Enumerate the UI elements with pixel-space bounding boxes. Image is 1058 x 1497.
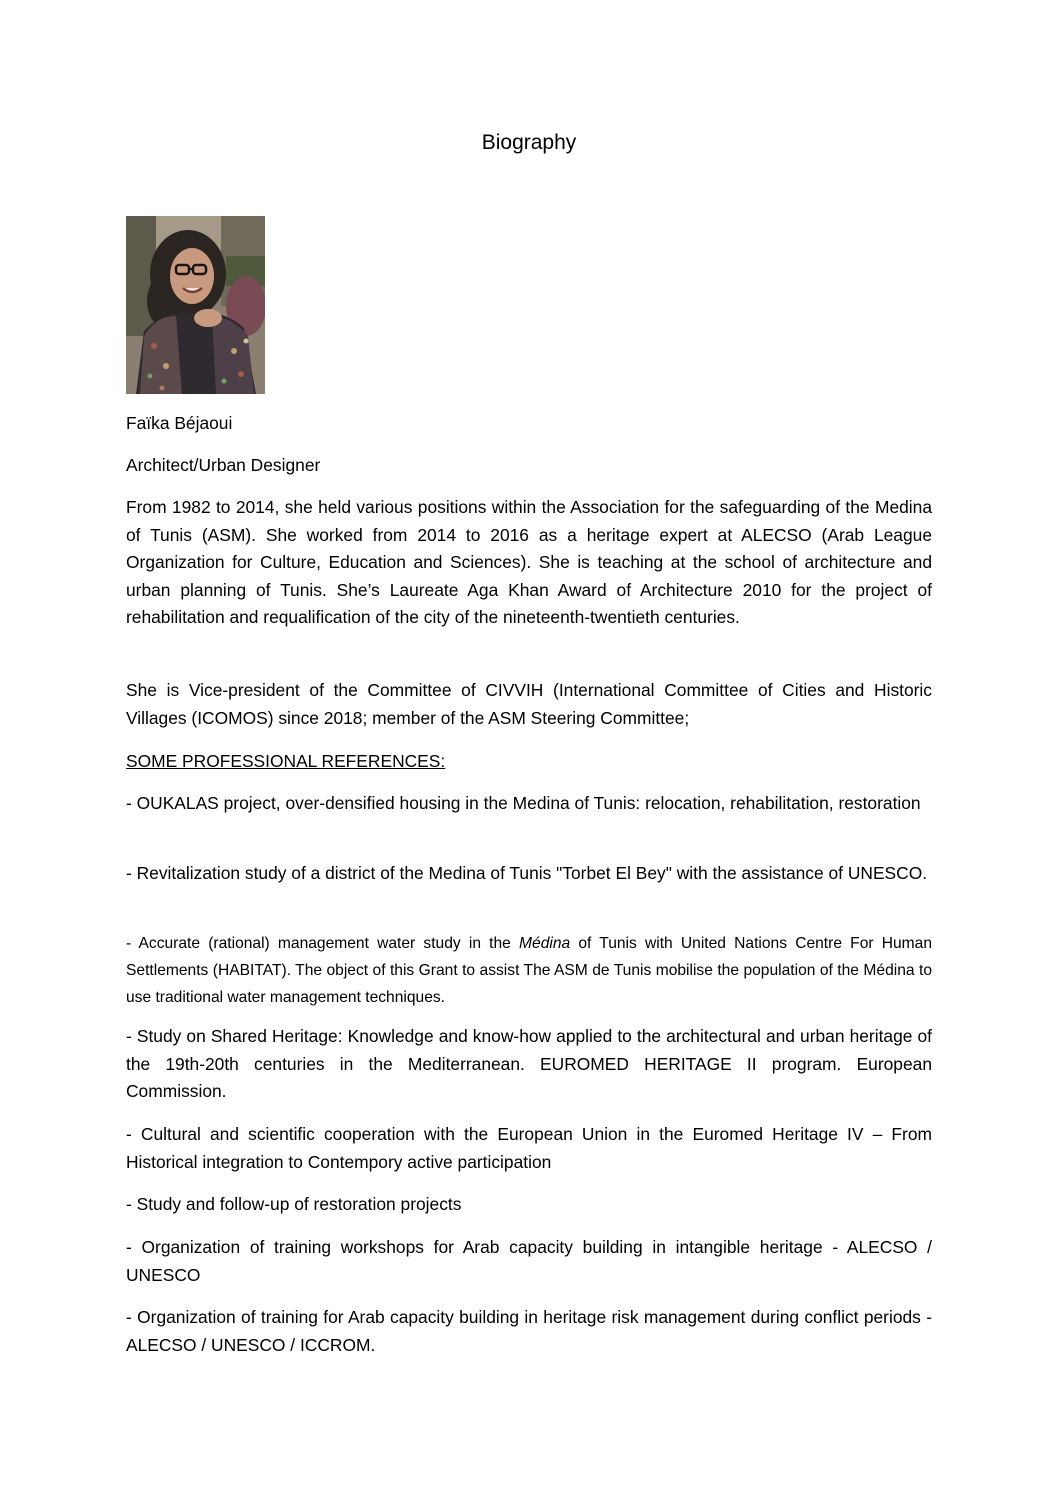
reference-item-text: - Accurate (rational) management water study in the	[126, 935, 520, 952]
reference-item: - Organization of training workshops for Arab capacity building in intangible heritage - ALECSO / UNESCO	[126, 1237, 932, 1285]
page-title: Biography	[481, 131, 577, 154]
portrait-photo	[126, 216, 265, 394]
portrait-image	[126, 216, 265, 394]
person-name: Faïka Béjaoui	[126, 413, 233, 433]
references-heading: SOME PROFESSIONAL REFERENCES:	[126, 751, 446, 771]
reference-item-italic: Médina	[519, 935, 571, 952]
bio-paragraph-1: From 1982 to 2014, she held various positions within the Association for the safeguarding of the Medina of Tunis (ASM). She worked from 2014 to 2016 as a heritage expert at ALECSO (Arab League Organization for Culture, Education and Sciences). She is teaching at the school of architecture and urban planning of Tunis. She’s Laureate Aga Khan Award of Architecture 2010 for the project of rehabilitation and requalification of the city of the nineteenth-twentieth centuries.	[126, 497, 932, 627]
reference-item: - Revitalization study of a district of the Medina of Tunis "Torbet El Bey" with the assistance of UNESCO.	[126, 863, 928, 883]
reference-item: - Study and follow-up of restoration projects	[126, 1194, 462, 1214]
reference-item: - OUKALAS project, over-densified housing in the Medina of Tunis: relocation, rehabilitation, restoration	[126, 793, 921, 813]
reference-item-text: of Tunis with United Nations Centre For Human Settlements (HABITAT). The object of this Grant to assist The ASM de Tunis mobilise the population of the Médina to use traditional water management techniques.	[126, 935, 932, 1006]
reference-item: - Study on Shared Heritage: Knowledge and know-how applied to the architectural and urban heritage of the 19th-20th centuries in the Mediterranean. EUROMED HERITAGE II program. European Commission.	[126, 1026, 932, 1101]
reference-item: - Organization of training for Arab capacity building in heritage risk management during conflict periods - ALECSO / UNESCO / ICCROM.	[126, 1307, 932, 1355]
bio-paragraph-2: She is Vice-president of the Committee of CIVVIH (International Committee of Cities and Historic Villages (ICOMOS) since 2018; member of the ASM Steering Committee;	[126, 680, 932, 728]
reference-item	[126, 930, 932, 1011]
person-role: Architect/Urban Designer	[126, 455, 321, 475]
reference-item: - Cultural and scientific cooperation with the European Union in the Euromed Heritage IV – From Historical integration to Contempory active participation	[126, 1124, 932, 1172]
